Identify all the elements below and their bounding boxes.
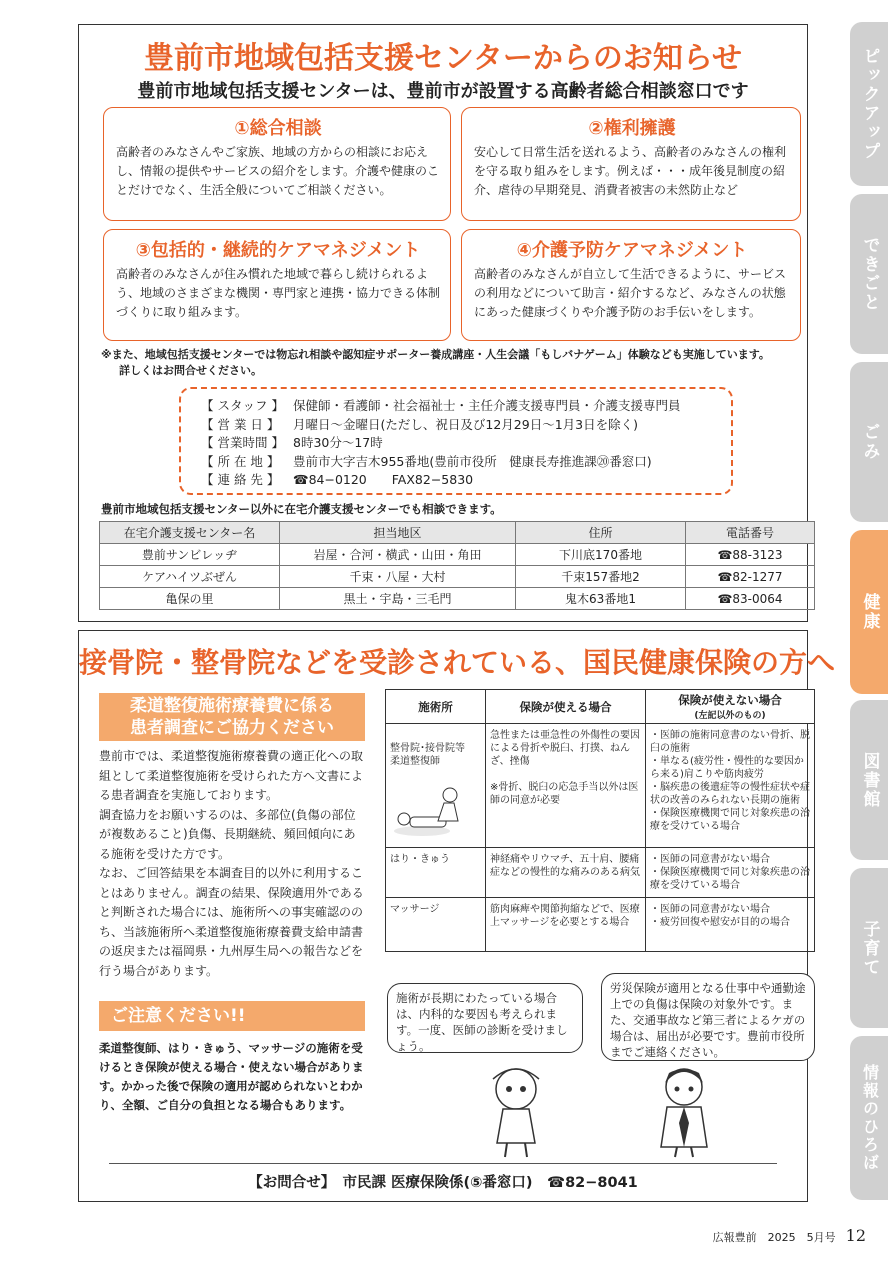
- table-cell: 黒土・宇島・三毛門: [280, 588, 516, 610]
- table-cell: 岩屋・合河・横武・山田・角田: [280, 544, 516, 566]
- service-box-rights: [461, 107, 801, 221]
- table-subheader: (左記以外のもの): [694, 711, 766, 721]
- place-label: 整骨院･接骨院等 柔道整復師: [390, 743, 465, 767]
- note-line: ※また、地域包括支援センターでは物忘れ相談や認知症サポーター養成講座・人生会議「もしバナゲーム」体験なども実施しています。: [101, 348, 770, 361]
- table-cell: ・医師の施術同意書のない骨折、脱臼の施術 ・単なる(疲労性・慢性的な要因から来る)肩こりや筋肉疲労 ・脳疾患の後遺症等の慢性症状や症状の改善のみられない長期の施術 ・保険医療機関で同じ対象疾患の治療を受けている場合: [646, 724, 815, 848]
- table-cell: はり・きゅう: [386, 848, 486, 898]
- service-title: ②権利擁護: [588, 118, 676, 139]
- caution-banner: ご注意ください!!: [99, 1001, 365, 1031]
- table-cell: 筋肉麻痺や関節拘縮などで、医療上マッサージを必要とする場合: [486, 898, 646, 952]
- table-header: 保険が使える場合: [486, 690, 646, 724]
- service-body: 高齢者のみなさんやご家族、地域の方からの相談にお応えし、情報の提供やサービスの紹介をします。介護や健康のことだけでなく、生活全般についてご相談ください。: [116, 145, 440, 197]
- info-box: [179, 387, 733, 495]
- tab-info-plaza[interactable]: 情報のひろば: [850, 1036, 888, 1200]
- info-row: [201, 416, 731, 435]
- table-header-not-covered: [646, 690, 815, 724]
- info-row: [201, 397, 731, 416]
- speech-bubble-left: 施術が長期にわたっている場合は、内科的な要因も考えられます。一度、医師の診断を受けましょう。: [387, 983, 583, 1053]
- tab-library[interactable]: 図書館: [850, 700, 888, 860]
- table-header: 住所: [516, 522, 686, 544]
- table-cell: 千束157番地2: [516, 566, 686, 588]
- paragraph: 調査協力をお願いするのは、多部位(負傷の部位が複数あること)負傷、長期継続、頻回傾向にある施術を受けた方です。: [99, 807, 356, 861]
- insurance-table: [385, 689, 815, 952]
- table-cell: ケアハイツぶぜん: [100, 566, 280, 588]
- table-row: [100, 544, 815, 566]
- table-cell: 急性または亜急性の外傷性の要因による骨折や脱臼、打撲、ねんざ、挫傷 ※骨折、脱臼の応急手当以外は医師の同意が必要: [486, 724, 646, 848]
- service-body: 高齢者のみなさんが住み慣れた地域で暮らし続けられるよう、地域のさまざまな機関・専門家と連携・協力できる体制づくりに取り組みます。: [116, 267, 441, 319]
- survey-banner: [99, 693, 365, 741]
- info-key: 【 営 業 日 】: [201, 416, 280, 432]
- insurance-notice: [78, 630, 836, 1202]
- section-title: 接骨院・整骨院などを受診されている、国民健康保険の方へ: [79, 646, 836, 679]
- info-value: 8時30分～17時: [293, 435, 383, 450]
- paragraph: なお、ご回答結果を本調査目的以外に利用することはありません。調査の結果、保険適用外であると判断された場合には、施術所への事実確認ののち、当該施術所へ柔道整復施術療養費支給申請書の返戻または福岡県・九州厚生局への報告などを行う場合があります。: [99, 866, 364, 978]
- table-cell: ☎82-1277: [686, 566, 815, 588]
- treatment-illustration-icon: [392, 781, 482, 841]
- table-row: [386, 724, 815, 848]
- info-row: [201, 471, 731, 490]
- table-header: 電話番号: [686, 522, 815, 544]
- table-header: 施術所: [386, 690, 486, 724]
- service-title: ③包括的・継続的ケアマネジメント: [135, 240, 421, 261]
- table-cell: 鬼木63番地1: [516, 588, 686, 610]
- banner-line: 患者調査にご協力ください: [130, 718, 334, 738]
- table-header: 在宅介護支援センター名: [100, 522, 280, 544]
- table-cell: 神経痛やリウマチ、五十肩、腰痛症などの慢性的な痛みのある病気: [486, 848, 646, 898]
- table-cell: 下川底170番地: [516, 544, 686, 566]
- table-header: 保険が使えない場合: [678, 693, 782, 707]
- table-cell: ・医師の同意書がない場合 ・保険医療機関で同じ対象疾患の治療を受けている場合: [646, 848, 815, 898]
- note-line: 詳しくはお問合せください。: [119, 364, 262, 377]
- tab-garbage[interactable]: ごみ: [850, 362, 888, 522]
- home-care-center-table: [99, 521, 815, 610]
- section-subtitle: 豊前市地域包括支援センターは、豊前市が設置する高齢者総合相談窓口です: [137, 81, 749, 102]
- page-footer: [713, 1226, 866, 1245]
- table-cell: ☎88-3123: [686, 544, 815, 566]
- divider: [109, 1163, 777, 1164]
- info-row: [201, 453, 731, 472]
- info-value: 保健師・看護師・社会福祉士・主任介護支援専門員・介護支援専門員: [293, 398, 681, 413]
- section-title: 豊前市地域包括支援センターからのお知らせ: [144, 41, 742, 76]
- service-title: ①総合相談: [234, 118, 322, 139]
- info-value: 豊前市大字吉木955番地(豊前市役所 健康長寿推進課⑳番窓口): [293, 453, 652, 469]
- page-number: 12: [845, 1226, 866, 1245]
- info-key: 【 連 絡 先 】: [201, 472, 280, 487]
- service-box-care-management: [103, 229, 451, 341]
- table-cell: 豊前サンビレッヂ: [100, 544, 280, 566]
- tab-events[interactable]: できごと: [850, 194, 888, 354]
- tab-health[interactable]: 健康: [850, 530, 888, 694]
- survey-body: [99, 747, 367, 981]
- table-cell: 亀保の里: [100, 588, 280, 610]
- service-title: ④介護予防ケアマネジメント: [516, 240, 748, 261]
- tab-pickup[interactable]: ピックアップ: [850, 22, 888, 186]
- service-box-general: [103, 107, 451, 221]
- table-header: 担当地区: [280, 522, 516, 544]
- doctor-character-icon: [639, 1063, 729, 1159]
- tab-childcare[interactable]: 子育て: [850, 868, 888, 1028]
- publication-name: 広報豊前 2025 5月号: [712, 1231, 836, 1244]
- info-row: [201, 434, 731, 453]
- info-key: 【 所 在 地 】: [201, 453, 280, 469]
- table-cell: 千束・八屋・大村: [280, 566, 516, 588]
- service-body: 安心して日常生活を送れるよう、高齢者のみなさんの権利を守る取り組みをします。例えば・・・成年後見制度の紹介、虐待の早期発見、消費者被害の未然防止など: [474, 145, 787, 197]
- info-key: 【 営業時間 】: [201, 435, 284, 450]
- speech-bubble-right: 労災保険が適用となる仕事中や通勤途上での負傷は保険の対象外です。また、交通事故など第三者によるケガの場合は、届出が必要です。豊前市役所までご連絡ください。: [601, 973, 815, 1061]
- table-intro: 豊前市地域包括支援センター以外に在宅介護支援センターでも相談できます。: [101, 502, 502, 516]
- table-cell: ・医師の同意書がない場合 ・疲労回復や慰安が目的の場合: [646, 898, 815, 952]
- caution-body: 柔道整復師、はり・きゅう、マッサージの施術を受けるとき保険が使える場合・使えない場合があります。かかった後で保険の適用が認められないとわかり、全額、ご自分の負担となる場合もあります。: [99, 1041, 364, 1112]
- info-key: 【 スタッフ 】: [201, 398, 284, 413]
- support-center-notice: [78, 24, 808, 622]
- info-value: ☎84−0120 FAX82−5830: [293, 472, 474, 487]
- table-cell: マッサージ: [386, 898, 486, 952]
- table-row: [100, 588, 815, 610]
- note: [101, 347, 801, 379]
- table-row: [100, 566, 815, 588]
- service-box-prevention: [461, 229, 801, 341]
- info-value: 月曜日～金曜日(ただし、祝日及び12月29日～1月3日を除く): [293, 416, 638, 432]
- table-cell: ☎83-0064: [686, 588, 815, 610]
- contact-info: 【お問合せ】 市民課 医療保険係(⑤番窓口) ☎82−8041: [248, 1175, 638, 1191]
- nurse-character-icon: [471, 1063, 561, 1159]
- table-row: [386, 848, 815, 898]
- paragraph: 豊前市では、柔道整復施術療養費の適正化への取組として柔道整復施術を受けられた方へ文書による患者調査を実施しております。: [99, 749, 364, 802]
- table-cell: [386, 724, 486, 848]
- service-body: 高齢者のみなさんが自立して生活できるように、サービスの利用などについて助言・紹介するなど、みなさんの状態にあった健康づくりや介護予防のお手伝いをします。: [474, 267, 787, 319]
- banner-line: 柔道整復施術療養費に係る: [130, 696, 334, 716]
- table-row: [386, 898, 815, 952]
